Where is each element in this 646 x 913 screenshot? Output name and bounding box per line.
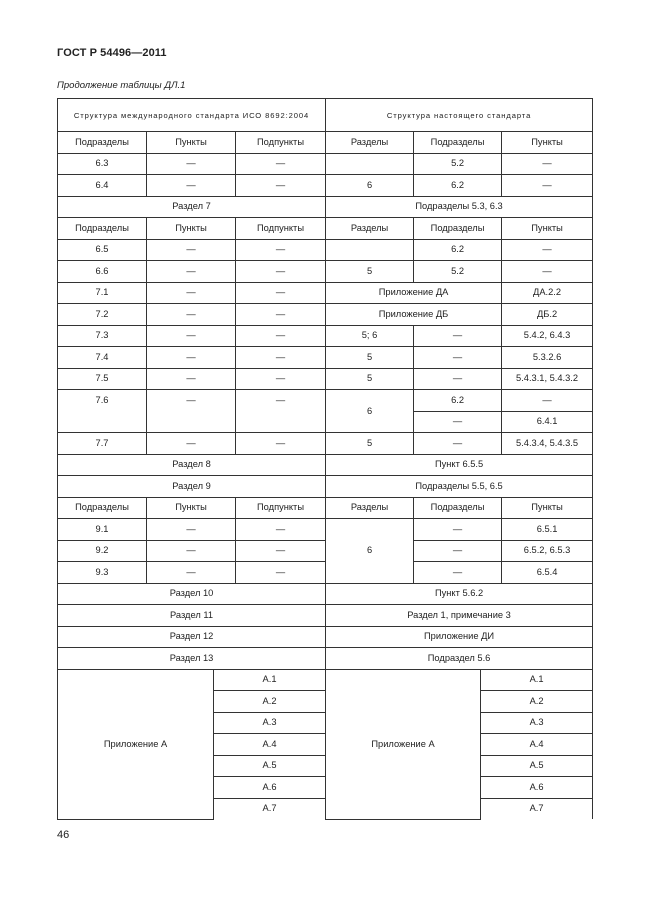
cell: —	[147, 239, 236, 261]
table-row	[58, 562, 593, 584]
table-header-row	[58, 99, 593, 132]
appendix-item: А.4	[481, 734, 593, 756]
col-header: Разделы	[326, 132, 414, 154]
cell: —	[147, 433, 236, 455]
cell: —	[414, 519, 502, 541]
table-row	[58, 519, 593, 541]
table-row	[58, 347, 593, 369]
cell: —	[236, 239, 326, 261]
cell: 5	[326, 368, 414, 390]
table-row	[58, 175, 593, 197]
cell: 6.5.2, 6.5.3	[502, 540, 593, 562]
cell: —	[147, 562, 236, 584]
cell: —	[236, 304, 326, 326]
cell: Приложение ДБ	[326, 304, 502, 326]
cell: 6.6	[58, 261, 147, 283]
col-header: Подразделы	[414, 218, 502, 240]
cell: —	[414, 325, 502, 347]
cell: 7.7	[58, 433, 147, 455]
cell: —	[147, 347, 236, 369]
section-row	[58, 454, 593, 476]
appendix-item: А.1	[214, 669, 326, 691]
section-row	[58, 476, 593, 498]
cell: —	[236, 347, 326, 369]
left-header: Структура международного стандарта ИСО 8692:2004	[58, 99, 326, 132]
cell: 5; 6	[326, 325, 414, 347]
cell: 6	[326, 519, 414, 584]
table-row	[58, 390, 593, 412]
col-header: Пункты	[502, 218, 593, 240]
section-row	[58, 583, 593, 605]
cell: 5.3.2.6	[502, 347, 593, 369]
col-header: Подпункты	[236, 132, 326, 154]
appendix-item: А.7	[214, 798, 326, 819]
cell: —	[147, 519, 236, 541]
cell: 7.1	[58, 282, 147, 304]
cell: ДА.2.2	[502, 282, 593, 304]
cell: —	[236, 153, 326, 175]
appendix-item: А.6	[214, 777, 326, 799]
table-row	[58, 304, 593, 326]
cell: 9.1	[58, 519, 147, 541]
cell: 6.5.4	[502, 562, 593, 584]
section-cell: Раздел 1, примечание 3	[326, 605, 593, 627]
cell: —	[236, 562, 326, 584]
cell: —	[414, 433, 502, 455]
appendix-item: А.6	[481, 777, 593, 799]
cell: 7.2	[58, 304, 147, 326]
cell: —	[147, 261, 236, 283]
cell: —	[236, 325, 326, 347]
col-header: Пункты	[502, 497, 593, 519]
section-cell: Приложение ДИ	[326, 626, 593, 648]
appendix-item: А.3	[481, 712, 593, 734]
cell: —	[147, 325, 236, 347]
cell: 6	[326, 175, 414, 197]
cell: 5.4.2, 6.4.3	[502, 325, 593, 347]
column-header-row	[58, 132, 593, 154]
cell: —	[147, 540, 236, 562]
section-row	[58, 648, 593, 670]
table-row	[58, 282, 593, 304]
cell: 6.3	[58, 153, 147, 175]
cell: —	[147, 175, 236, 197]
cell: 7.3	[58, 325, 147, 347]
table-caption: Продолжение таблицы ДЛ.1	[57, 80, 186, 91]
col-header: Подпункты	[236, 497, 326, 519]
col-header: Подразделы	[414, 497, 502, 519]
cell: —	[414, 411, 502, 433]
col-header: Подразделы	[414, 132, 502, 154]
cell: 9.2	[58, 540, 147, 562]
cell: 5.4.3.1, 5.4.3.2	[502, 368, 593, 390]
col-header: Пункты	[147, 218, 236, 240]
section-cell: Раздел 10	[58, 583, 326, 605]
cell: 5	[326, 261, 414, 283]
cell: —	[236, 261, 326, 283]
document-header: ГОСТ Р 54496—2011	[57, 47, 167, 59]
table-row	[58, 153, 593, 175]
page-number: 46	[57, 829, 70, 841]
cell: 7.5	[58, 368, 147, 390]
col-header: Пункты	[502, 132, 593, 154]
correspondence-table	[57, 98, 593, 820]
cell: —	[236, 540, 326, 562]
cell: —	[236, 519, 326, 541]
cell: 5.2	[414, 261, 502, 283]
cell: 6.5	[58, 239, 147, 261]
cell	[326, 153, 414, 175]
cell: 6.2	[414, 390, 502, 412]
section-cell: Раздел 11	[58, 605, 326, 627]
section-cell: Подразделы 5.5, 6.5	[326, 476, 593, 498]
cell: —	[414, 368, 502, 390]
section-cell: Раздел 9	[58, 476, 326, 498]
appendix-item: А.3	[214, 712, 326, 734]
cell: 5.2	[414, 153, 502, 175]
cell: —	[236, 175, 326, 197]
cell: —	[414, 347, 502, 369]
column-header-row	[58, 497, 593, 519]
appendix-item: А.2	[481, 691, 593, 713]
section-cell: Подразделы 5.3, 6.3	[326, 196, 593, 218]
right-header: Структура настоящего стандарта	[326, 99, 593, 132]
appendix-item: А.4	[214, 734, 326, 756]
cell: —	[502, 153, 593, 175]
section-row	[58, 196, 593, 218]
cell: 6.4.1	[502, 411, 593, 433]
cell: —	[236, 433, 326, 455]
cell: 7.4	[58, 347, 147, 369]
col-header: Разделы	[326, 218, 414, 240]
col-header: Разделы	[326, 497, 414, 519]
cell: —	[147, 153, 236, 175]
cell: 7.6	[58, 390, 147, 433]
table-row	[58, 433, 593, 455]
cell	[326, 239, 414, 261]
section-row	[58, 605, 593, 627]
appendix-left-cell: Приложение А	[58, 669, 214, 819]
col-header: Пункты	[147, 132, 236, 154]
col-header: Пункты	[147, 497, 236, 519]
cell: 5	[326, 347, 414, 369]
appendix-right-cell: Приложение А	[326, 669, 481, 819]
appendix-item: А.5	[214, 755, 326, 777]
cell: —	[147, 390, 236, 433]
appendix-item: А.7	[481, 798, 593, 819]
column-header-row	[58, 218, 593, 240]
appendix-item: А.2	[214, 691, 326, 713]
appendix-row	[58, 669, 593, 691]
section-cell: Раздел 13	[58, 648, 326, 670]
table-row	[58, 261, 593, 283]
cell: —	[236, 390, 326, 433]
col-header: Подразделы	[58, 218, 147, 240]
appendix-item: А.5	[481, 755, 593, 777]
section-cell: Раздел 12	[58, 626, 326, 648]
cell: ДБ.2	[502, 304, 593, 326]
appendix-item: А.1	[481, 669, 593, 691]
cell: —	[236, 282, 326, 304]
section-cell: Пункт 6.5.5	[326, 454, 593, 476]
cell: —	[147, 368, 236, 390]
col-header: Подпункты	[236, 218, 326, 240]
cell: —	[236, 368, 326, 390]
cell: Приложение ДА	[326, 282, 502, 304]
cell: —	[147, 282, 236, 304]
section-row	[58, 626, 593, 648]
cell: —	[414, 540, 502, 562]
cell: 6.2	[414, 175, 502, 197]
col-header: Подразделы	[58, 497, 147, 519]
section-cell: Подраздел 5.6	[326, 648, 593, 670]
cell: 9.3	[58, 562, 147, 584]
cell: —	[502, 261, 593, 283]
table-row	[58, 239, 593, 261]
cell: —	[502, 390, 593, 412]
cell: —	[502, 239, 593, 261]
table-row	[58, 368, 593, 390]
cell: —	[147, 304, 236, 326]
section-cell: Раздел 7	[58, 196, 326, 218]
cell: 6.4	[58, 175, 147, 197]
cell: —	[414, 562, 502, 584]
col-header: Подразделы	[58, 132, 147, 154]
table-row	[58, 540, 593, 562]
table-row	[58, 325, 593, 347]
section-cell: Раздел 8	[58, 454, 326, 476]
cell: 5	[326, 433, 414, 455]
cell: 6.2	[414, 239, 502, 261]
cell: 5.4.3.4, 5.4.3.5	[502, 433, 593, 455]
cell: 6.5.1	[502, 519, 593, 541]
cell: —	[502, 175, 593, 197]
section-cell: Пункт 5.6.2	[326, 583, 593, 605]
cell: 6	[326, 390, 414, 433]
